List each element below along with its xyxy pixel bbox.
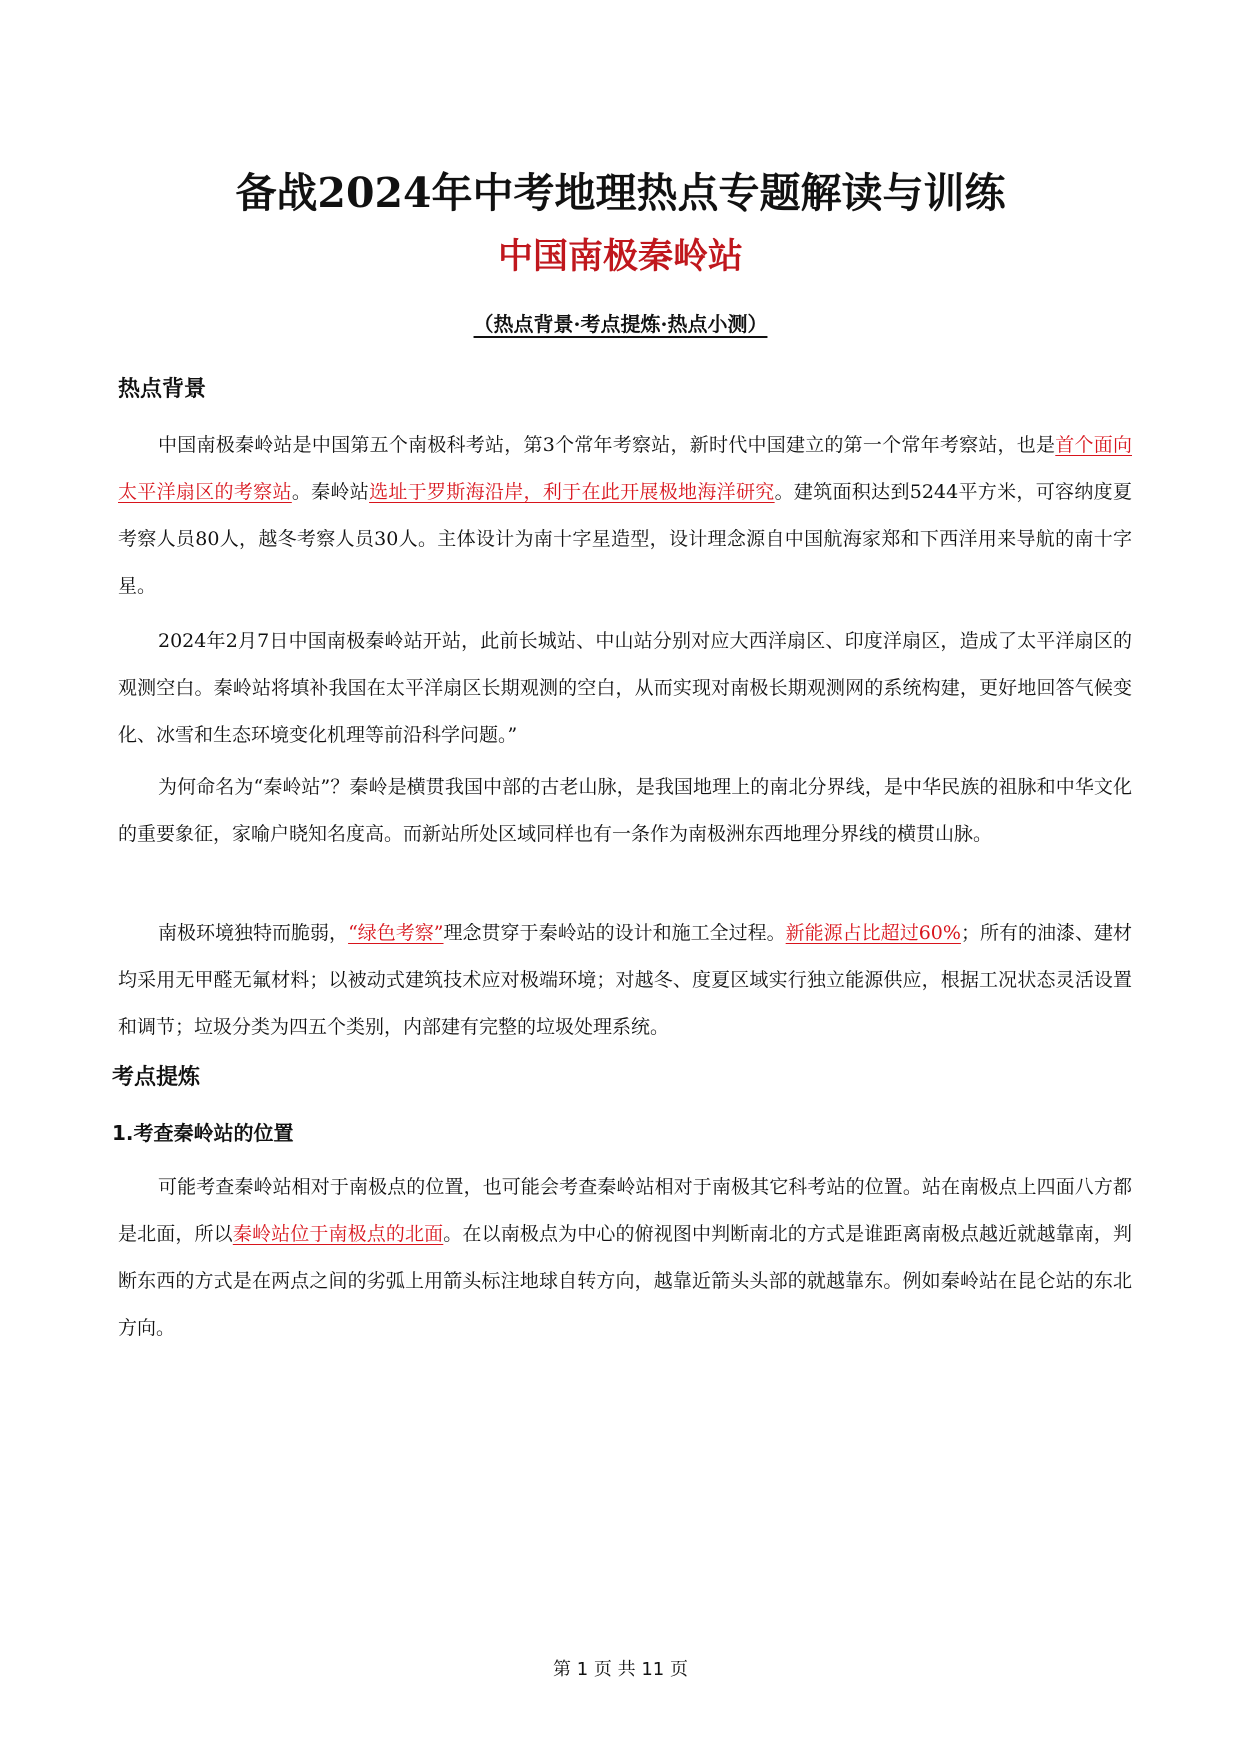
page-tagline (0, 310, 1241, 338)
paragraph-background-4 (118, 910, 1132, 1051)
section-heading-background: 热点背景 (118, 377, 207, 402)
tagline-text: （热点背景·考点提炼·热点小测） (473, 312, 768, 336)
text-run: 可能考查秦岭站相对于南极点的位置，也可能会考查秦岭站相对于南极其它科考站的位置。站在南极点上四面八方都是北面，所以 (118, 1176, 1132, 1245)
page-subtitle: 中国南极秦岭站 (497, 237, 743, 277)
text-run: 中国南极秦岭站是中国第五个南极科考站，第3个常年考察站，新时代中国建立的第一个常年考察站，也是 (158, 434, 1056, 456)
highlight-text: 选址于罗斯海沿岸，利于在此开展极地海洋研究 (369, 481, 775, 503)
text-run: 。秦岭站 (291, 481, 370, 503)
highlight-text: “绿色考察” (348, 922, 444, 944)
text-run: 。建筑面积达到5244平方米，可容纳度夏考察人员80人，越冬考察人员30人。主体设计为南十字星造型，设计理念源自中国航海家郑和下西洋用来导航的南十字星。 (118, 481, 1132, 597)
paragraph-key-points-1 (118, 1164, 1132, 1352)
text-run: 理念贯穿于秦岭站的设计和施工全过程。 (443, 922, 786, 944)
paragraph-background-1 (118, 422, 1132, 610)
page-title: 备战2024年中考地理热点专题解读与训练 (235, 169, 1006, 217)
paragraph-background-3: 为何命名为“秦岭站”？秦岭是横贯我国中部的古老山脉，是我国地理上的南北分界线，是中华民族的祖脉和中华文化的重要象征，家喻户晓知名度高。而新站所处区域同样也有一条作为南极洲东西地理分界线的横贯山脉。 (118, 776, 1132, 845)
text-run: 。在以南极点为中心的俯视图中判断南北的方式是谁距离南极点越近就越靠南，判断东西的方式是在两点之间的劣弧上用箭头标注地球自转方向，越靠近箭头头部的就越靠东。例如秦岭站在昆仑站的东北方向。 (118, 1223, 1132, 1339)
text-run: 南极环境独特而脆弱， (158, 922, 349, 944)
text-run: ；所有的油漆、建材均采用无甲醛无氟材料；以被动式建筑技术应对极端环境；对越冬、度夏区域实行独立能源供应，根据工况状态灵活设置和调节；垃圾分类为四五个类别，内部建有完整的垃圾处理系统。 (118, 922, 1132, 1038)
paragraph-background-2: 2024年2月7日中国南极秦岭站开站，此前长城站、中山站分别对应大西洋扇区、印度洋扇区，造成了太平洋扇区的观测空白。秦岭站将填补我国在太平洋扇区长期观测的空白，从而实现对南极长期观测网的系统构建，更好地回答气候变化、冰雪和生态环境变化机理等前沿科学问题。” (118, 630, 1132, 746)
subheading-location: 1.考查秦岭站的位置 (112, 1121, 294, 1145)
section-heading-key-points: 考点提炼 (112, 1065, 201, 1090)
highlight-text: 秦岭站位于南极点的北面 (232, 1223, 444, 1245)
highlight-text: 新能源占比超过60% (785, 922, 961, 944)
page-footer: 第 1 页 共 11 页 (553, 1659, 688, 1680)
highlight-text: 首个面向太平洋扇区的考察站 (118, 434, 1132, 503)
